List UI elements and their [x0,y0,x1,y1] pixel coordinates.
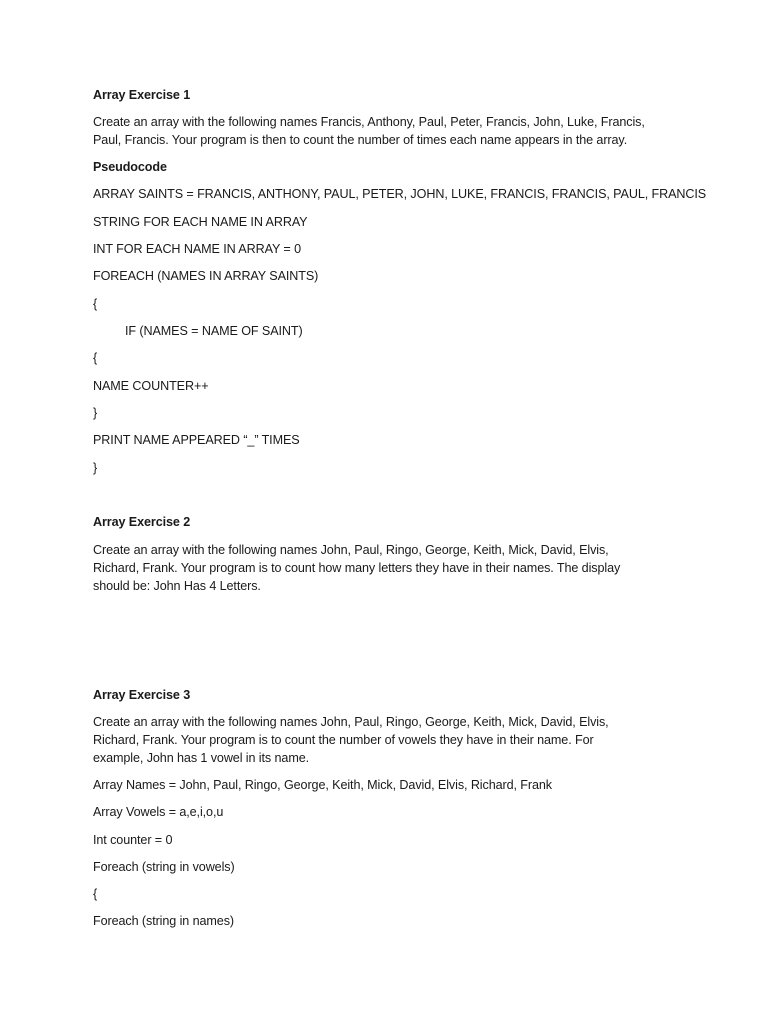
pseudocode-line: { [93,887,98,901]
pseudocode-line: PRINT NAME APPEARED “_” TIMES [93,433,300,447]
exercise-3-title: Array Exercise 3 [93,688,191,702]
pseudocode-line: Array Names = John, Paul, Ringo, George, Keith, Mick, David, Elvis, Richard, Frank [93,778,552,792]
pseudocode-line: NAME COUNTER++ [93,379,209,393]
pseudocode-line: Foreach (string in names) [93,914,234,928]
pseudocode-line: } [93,406,98,420]
pseudocode-line: { [93,297,98,311]
pseudocode-line: FOREACH (NAMES IN ARRAY SAINTS) [93,269,319,283]
pseudocode-line: { [93,351,98,365]
exercise-1-title: Array Exercise 1 [93,88,191,102]
exercise-3-description: Create an array with the following names John, Paul, Ringo, George, Keith, Mick, David, Elvis, Richard, Frank. Your program is to count the number of vowels they have in their name. For example, John has 1 vowel in its name. [93,715,609,765]
pseudocode-line: Int counter = 0 [93,833,173,847]
pseudocode-line: Array Vowels = a,e,i,o,u [93,805,224,819]
exercise-1-description: Create an array with the following names Francis, Anthony, Paul, Peter, Francis, John, Luke, Francis, Paul, Francis. Your program is then to count the number of times each name appears in the array. [93,115,645,147]
pseudocode-line: INT FOR EACH NAME IN ARRAY = 0 [93,242,301,256]
pseudocode-label: Pseudocode [93,160,167,174]
pseudocode-line: STRING FOR EACH NAME IN ARRAY [93,215,308,229]
exercise-2-title: Array Exercise 2 [93,515,191,529]
pseudocode-line: IF (NAMES = NAME OF SAINT) [125,324,303,338]
exercise-2-description: Create an array with the following names John, Paul, Ringo, George, Keith, Mick, David, Elvis, Richard, Frank. Your program is to count how many letters they have in their names. The display should be: John Has 4 Letters. [93,543,621,593]
pseudocode-line: ARRAY SAINTS = FRANCIS, ANTHONY, PAUL, PETER, JOHN, LUKE, FRANCIS, FRANCIS, PAUL, FRANCIS [93,187,707,201]
pseudocode-line: Foreach (string in vowels) [93,860,235,874]
pseudocode-line: } [93,461,98,475]
